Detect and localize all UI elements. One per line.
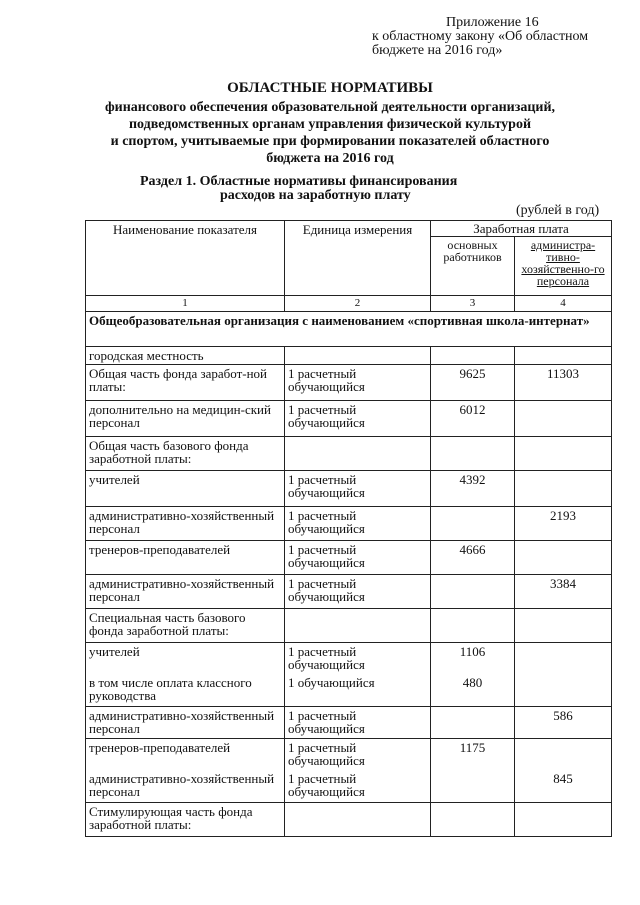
row-unit-main: 1 расчетный обучающийся xyxy=(288,644,365,672)
row-unit xyxy=(285,347,431,365)
row-admin-value: 2193 xyxy=(515,507,612,541)
row-main-value-1: 1106 xyxy=(459,644,486,659)
section-line-2: расходов на заработную плату xyxy=(220,188,411,203)
table-row xyxy=(86,541,612,575)
section-heading xyxy=(140,175,540,203)
document-title xyxy=(60,80,600,167)
row-main-value xyxy=(431,575,515,609)
row-main-value xyxy=(431,609,515,643)
row-unit: 1 расчетный обучающийся xyxy=(285,507,431,541)
appendix-law-year: бюджете на 2016 год» xyxy=(372,43,503,58)
section-line-1: Раздел 1. Областные нормативы финансирования xyxy=(140,174,458,189)
header-salary: Заработная плата xyxy=(431,221,612,237)
row-name xyxy=(86,739,285,803)
row-unit: 1 расчетный обучающийся xyxy=(285,471,431,507)
row-main-value: 4666 xyxy=(431,541,515,575)
row-unit xyxy=(285,739,431,803)
org-title: Общеобразовательная организация с наименованием «спортивная школа-интернат» xyxy=(86,312,612,347)
title-line-2: подведомственных органам управления физической культурой xyxy=(128,117,532,132)
row-admin-value xyxy=(515,541,612,575)
row-unit xyxy=(285,609,431,643)
row-unit: 1 расчетный обучающийся xyxy=(285,541,431,575)
row-unit xyxy=(285,437,431,471)
row-name: тренеров-преподавателей xyxy=(86,541,285,575)
appendix-number: Приложение 16 xyxy=(446,15,539,30)
row-unit-sub: 1 расчетный обучающийся xyxy=(288,771,365,799)
table-row xyxy=(86,347,612,365)
row-unit-sub: 1 обучающийся xyxy=(288,675,375,690)
title-line-3: и спортом, учитываемые при формировании показателей областного xyxy=(110,134,550,149)
col-number: 1 xyxy=(86,296,285,312)
header-unit: Единица измерения xyxy=(285,221,431,296)
row-admin-value xyxy=(515,609,612,643)
row-name: административно-хозяйственный персонал xyxy=(86,507,285,541)
title-line-1: финансового обеспечения образовательной деятельности организаций, xyxy=(104,100,556,115)
column-number-row xyxy=(86,296,612,312)
row-name xyxy=(86,643,285,707)
table-row xyxy=(86,365,612,401)
row-name: городская местность xyxy=(86,347,285,365)
header-row-1 xyxy=(86,221,612,237)
row-name: Специальная часть базового фонда заработной платы: xyxy=(86,609,285,643)
table-row xyxy=(86,739,612,803)
org-title-row xyxy=(86,312,612,347)
row-unit xyxy=(285,643,431,707)
row-main-value: 9625 xyxy=(431,365,515,401)
row-name: Стимулирующая часть фонда заработной платы: xyxy=(86,803,285,837)
appendix-header xyxy=(372,16,632,58)
row-admin-value xyxy=(515,471,612,507)
row-main-value xyxy=(431,507,515,541)
row-name-main: учителей xyxy=(89,644,140,659)
title-line-4: бюджета на 2016 год xyxy=(266,151,394,166)
row-main-value xyxy=(431,347,515,365)
table-row xyxy=(86,401,612,437)
norms-table xyxy=(85,220,612,837)
col-number: 4 xyxy=(515,296,612,312)
row-admin-value xyxy=(515,643,612,707)
row-admin-value xyxy=(515,401,612,437)
row-main-value: 1175 xyxy=(431,739,515,803)
table-row xyxy=(86,609,612,643)
row-name: административно-хозяйственный персонал xyxy=(86,575,285,609)
row-admin-value xyxy=(515,803,612,837)
row-main-value xyxy=(431,803,515,837)
table-row xyxy=(86,507,612,541)
table-row xyxy=(86,707,612,739)
row-name: административно-хозяйственный персонал xyxy=(86,707,285,739)
table-row xyxy=(86,643,612,707)
header-admin-staff: администра-тивно-хозяйственно-го персонала xyxy=(515,237,612,296)
table-row xyxy=(86,471,612,507)
row-main-value xyxy=(431,643,515,707)
row-main-value-2: 480 xyxy=(462,675,483,690)
row-main-value: 6012 xyxy=(431,401,515,437)
row-name: учителей xyxy=(86,471,285,507)
row-name: Общая часть фонда заработ-ной платы: xyxy=(86,365,285,401)
row-unit: 1 расчетный обучающийся xyxy=(285,575,431,609)
row-unit xyxy=(285,803,431,837)
header-name: Наименование показателя xyxy=(86,221,285,296)
col-number: 3 xyxy=(431,296,515,312)
row-unit-main: 1 расчетный обучающийся xyxy=(288,740,365,768)
table-row xyxy=(86,437,612,471)
header-main-workers: основных работников xyxy=(431,237,515,296)
table-row xyxy=(86,803,612,837)
row-name-sub: в том числе оплата классного руководства xyxy=(89,675,252,703)
table-row xyxy=(86,575,612,609)
row-admin-value xyxy=(515,437,612,471)
col-number: 2 xyxy=(285,296,431,312)
appendix-law-line: к областному закону «Об областном xyxy=(372,29,589,44)
row-unit: 1 расчетный обучающийся xyxy=(285,401,431,437)
title-main: ОБЛАСТНЫЕ НОРМАТИВЫ xyxy=(227,80,433,96)
row-admin-value-2: 845 xyxy=(553,771,573,786)
row-name-sub: административно-хозяйственный персонал xyxy=(89,771,275,799)
row-admin-value: 3384 xyxy=(515,575,612,609)
row-name: дополнительно на медицин-ский персонал xyxy=(86,401,285,437)
row-admin-value: 586 xyxy=(515,707,612,739)
row-name-main: тренеров-преподавателей xyxy=(89,740,231,755)
row-unit: 1 расчетный обучающийся xyxy=(285,707,431,739)
row-admin-value xyxy=(515,739,612,803)
row-admin-value: 11303 xyxy=(515,365,612,401)
row-main-value xyxy=(431,707,515,739)
row-admin-value xyxy=(515,347,612,365)
units-note: (рублей в год) xyxy=(516,203,600,218)
row-main-value xyxy=(431,437,515,471)
row-name: Общая часть базового фонда заработной платы: xyxy=(86,437,285,471)
row-main-value: 4392 xyxy=(431,471,515,507)
row-unit: 1 расчетный обучающийся xyxy=(285,365,431,401)
